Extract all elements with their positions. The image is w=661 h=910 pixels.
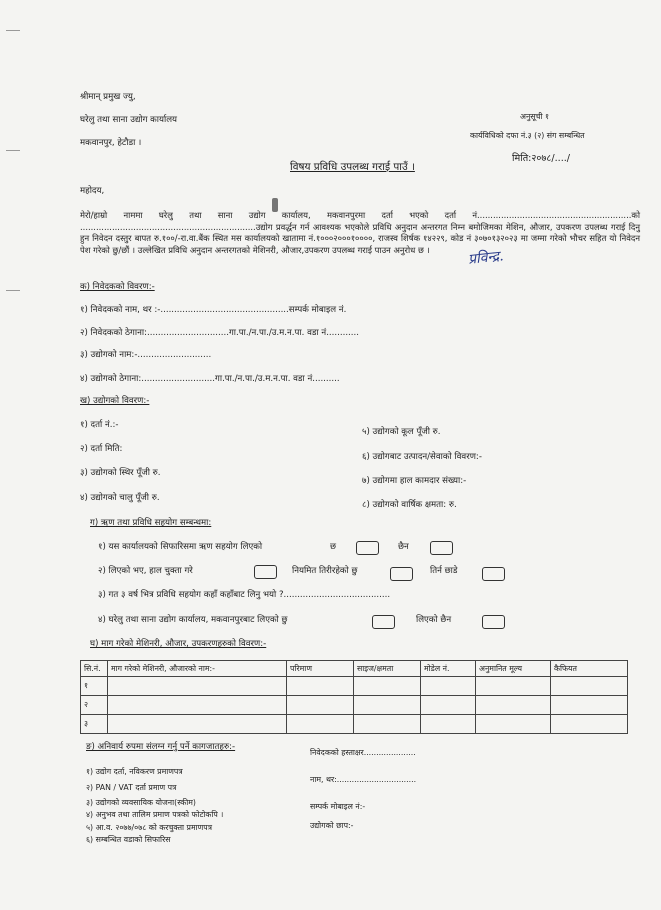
loan-yes-checkbox[interactable] — [356, 541, 379, 555]
table-cell[interactable] — [551, 677, 628, 696]
addressee-line-3: मकवानपुर, हेटौडा । — [80, 138, 142, 148]
document-item: ४) अनुभव तथा तालिम प्रमाण पत्रको फोटोकपि । — [86, 810, 224, 819]
registration-date-field: २) दर्ता मिति: — [80, 444, 123, 454]
industry-name-field: ३) उद्योगको नाम:-........................... — [80, 350, 212, 360]
request-paragraph: मेरो/हाम्रो नाममा घरेलु तथा साना उद्योग कार्यालय, मकवानपुरमा दर्ता भएको दर्ता नं..........................................................को ..................................................................उद्योग प्रवर्द्धन गर्न आवश्यक भएकोले प्रविधि अनुदान अन्तरगत निम्न बमोजिमका मेशिन, औजार, उपकरण उपलब्ध गराई दिनु हुन निवेदन दस्तुर बापत रु.१००/-रा.वा.बैंक स्थित मस कार्यालयको खातामा नं.१०००२०००१००००, राजस्व शिर्षक १४२२९, कोड नं ३०७०१३२०२३ मा जम्मा गरेको भौचर सहित यो निवेदन पेश गरेको छु/छौं । उल्लेखित प्रविधि अनुदान अन्तरगतको मेशिनरी, औजार,उपकरण उपलब्ध गराई पाउन अनुरोध छ । — [80, 210, 640, 255]
repaid-checkbox[interactable] — [254, 565, 277, 579]
table-row — [81, 715, 628, 734]
worker-count-field: ७) उद्योगमा हाल कामदार संख्या:- — [362, 476, 467, 486]
document-item: २) PAN / VAT दर्ता प्रमाण पत्र — [86, 783, 177, 792]
past-support-question: ३) गत ३ वर्ष भित्र प्रविधि सहयोग कहाँ कहाँबाट लिनु भयो ?....................................... — [98, 590, 391, 600]
table-cell[interactable] — [287, 715, 354, 734]
row-number: १ — [81, 677, 108, 696]
table-row — [81, 677, 628, 696]
scan-edge-mark — [6, 150, 20, 151]
row-number: ३ — [81, 715, 108, 734]
table-cell[interactable] — [108, 677, 287, 696]
addressee-line-2: घरेलु तथा साना उद्योग कार्यालय — [80, 115, 178, 125]
column-header: सि.नं. — [81, 661, 108, 677]
table-cell[interactable] — [551, 696, 628, 715]
loan-question: १) यस कार्यालयको सिफारिसमा ऋण सहयोग लिएको — [98, 542, 263, 552]
table-cell[interactable] — [476, 677, 551, 696]
section-applicant-heading: क) निवेदकको विवरण:- — [80, 282, 155, 292]
column-header: मोडेल नं. — [421, 661, 476, 677]
stopped-payment-checkbox[interactable] — [482, 567, 505, 581]
salutation: महोदय, — [80, 186, 105, 196]
working-capital-field: ४) उद्योगको चालु पूँजी रु. — [80, 493, 160, 503]
table-cell[interactable] — [354, 715, 421, 734]
table-cell[interactable] — [421, 696, 476, 715]
table-cell[interactable] — [354, 696, 421, 715]
table-cell[interactable] — [287, 677, 354, 696]
table-cell[interactable] — [354, 677, 421, 696]
scan-edge-mark — [6, 30, 20, 31]
document-item: ५) आ.व. २०७७/०७८ को करचुक्ता प्रमाणपत्र — [86, 823, 213, 832]
column-header: साइज/क्षमता — [354, 661, 421, 677]
date-field: मिति:२०७८/..../ — [512, 153, 571, 164]
loan-yes-label: छ — [330, 542, 337, 552]
handwritten-signature: प्रविन्द्र. — [467, 248, 505, 268]
applicant-address-field: २) निवेदकको ठेगाना:..............................गा.पा./न.पा./उ.म.न.पा. वडा नं............ — [80, 328, 359, 338]
table-row — [81, 696, 628, 715]
loan-no-checkbox[interactable] — [430, 541, 453, 555]
stopped-payment-label: तिर्न छाडे — [430, 566, 458, 576]
industry-address-field: ४) उद्योगको ठेगाना:...........................गा.पा./न.पा./उ.म.न.पा. वडा नं.......... — [80, 374, 340, 384]
loan-no-label: छैन — [398, 542, 409, 552]
section-industry-heading: ख) उद्योगको विवरण:- — [80, 396, 150, 406]
table-cell[interactable] — [108, 715, 287, 734]
support-not-taken-label: लिएको छैन — [416, 615, 452, 625]
total-capital-field: ५) उद्योगको कूल पूँजी रु. — [362, 427, 441, 437]
subject-line: विषय प्रविधि उपलब्ध गराई पाउँ । — [290, 161, 415, 173]
applicant-fullname-field: नाम, थर:................................ — [310, 775, 417, 784]
table-cell[interactable] — [421, 715, 476, 734]
applicant-name-field: १) निवेदकको नाम, थर :-...............................................सम्पर्क मोबाइल नं. — [80, 305, 347, 315]
table-cell[interactable] — [421, 677, 476, 696]
applicant-signature-field: निवेदकको हस्ताक्षर..................... — [310, 748, 416, 757]
industry-stamp-field: उद्योगको छाप:- — [310, 821, 354, 830]
annex-reference: कार्यविधिको दफा नं.३ (२) संग सम्बन्धित — [470, 131, 585, 140]
document-item: १) उद्योग दर्ता, नविकरण प्रमाणपत्र — [86, 767, 183, 776]
registration-number-field: १) दर्ता नं.:- — [80, 420, 119, 430]
table-cell[interactable] — [108, 696, 287, 715]
column-header: कैफियत — [551, 661, 628, 677]
section-documents-heading: ङ) अनिवार्य रुपमा संलग्न गर्नु पर्ने कागजातहरु:- — [86, 742, 236, 752]
table-cell[interactable] — [551, 715, 628, 734]
fixed-capital-field: ३) उद्योगको स्थिर पूँजी रु. — [80, 468, 161, 478]
section-equipment-heading: घ) माग गरेको मेशिनरी, औजार, उपकरणहरुको विवरण:- — [90, 639, 267, 649]
regular-payment-checkbox[interactable] — [390, 567, 413, 581]
support-taken-checkbox[interactable] — [372, 615, 395, 629]
production-details-field: ६) उद्योगबाट उत्पादन/सेवाको विवरण:- — [362, 452, 482, 462]
equipment-table — [80, 660, 628, 734]
support-not-taken-checkbox[interactable] — [482, 615, 505, 629]
addressee-line-1: श्रीमान् प्रमुख ज्यु, — [80, 92, 136, 102]
applicant-mobile-field: सम्पर्क मोबाइल नं:- — [310, 802, 366, 811]
table-cell[interactable] — [287, 696, 354, 715]
column-header: अनुमानित मूल्य — [476, 661, 551, 677]
scan-edge-mark — [6, 290, 20, 291]
annex-number: अनुसूची १ — [520, 112, 550, 121]
repayment-question: २) लिएको भए, हाल चुक्ता गरे — [98, 566, 193, 576]
document-item: ३) उद्योगको व्यवसायिक योजना(स्कीम) — [86, 798, 196, 807]
column-header: माग गरेको मेशिनरी, औजारको नाम:- — [108, 661, 287, 677]
regular-payment-label: नियमित तिरीरहेको छु — [292, 566, 358, 576]
annual-capacity-field: ८) उद्योगको वार्षिक क्षमता: रु. — [362, 500, 457, 510]
column-header: परिमाण — [287, 661, 354, 677]
row-number: २ — [81, 696, 108, 715]
office-support-question: ४) घरेलु तथा साना उद्योग कार्यालय, मकवानपुरबाट लिएको छु — [98, 615, 288, 625]
table-header-row — [81, 661, 628, 677]
table-cell[interactable] — [476, 715, 551, 734]
table-cell[interactable] — [476, 696, 551, 715]
section-loan-heading: ग) ऋण तथा प्रविधि सहयोग सम्बन्धमा: — [90, 518, 212, 528]
document-item: ६) सम्बन्धित वडाको सिफारिस — [86, 835, 171, 844]
